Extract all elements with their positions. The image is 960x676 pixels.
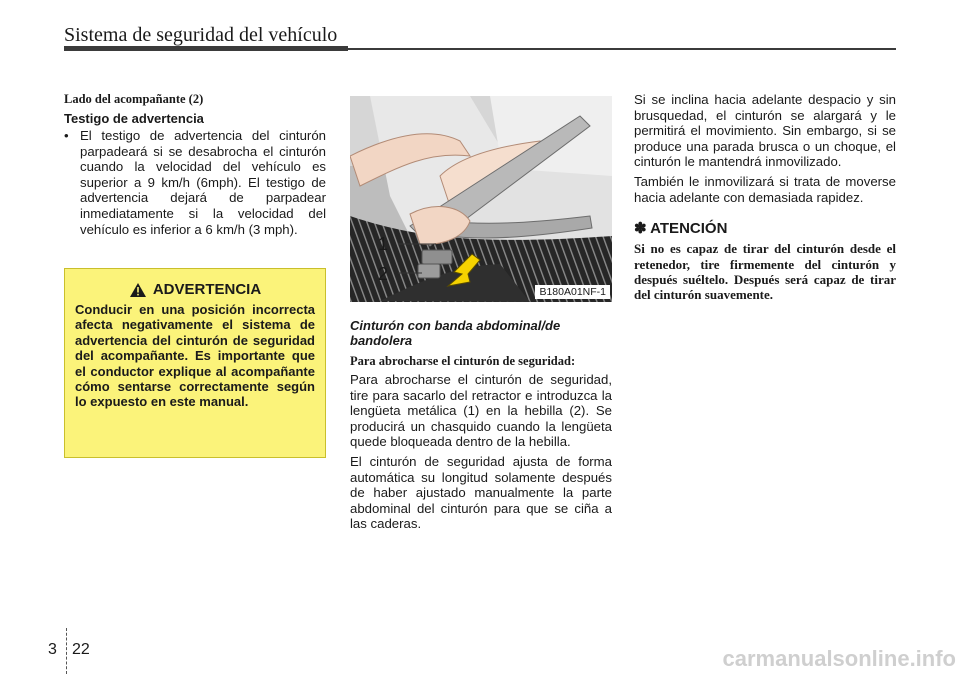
bullet-item [64,128,326,237]
figure-label-1: 1 [378,234,389,254]
figure-label-2: 2 [378,264,389,284]
header-bar [64,46,348,51]
warning-triangle-icon [129,282,147,298]
caution-text: Si no es capaz de tirar del cinturón desde el retenedor, tire firmemente del cinturón y después suéltelo. Después será capaz de tirar del cinturón suavemente. [634,241,896,303]
section-title: Lado del acompañante (2) [64,92,204,106]
page-number: 22 [72,641,90,658]
paragraph: Para abrocharse el cinturón de seguridad, tire para sacarlo del retractor e introduzca la lengüeta metálica (1) en la hebilla (2). Se producirá un chasquido cuando la lengüeta quede bloqueada dentro de la hebilla. [350,372,612,450]
caution-title: ✽ ATENCIÓN [634,220,728,238]
bullet-text: El testigo de advertencia del cinturón parpadeará si se desabrocha el cinturón cuando la velocidad del vehículo es superior a 9 km/h (6mph). El testigo de advertencia dejará de parpadear inmediatamente si la velocidad del vehículo es inferior a 6 km/h (3 mph). [80,128,326,237]
warning-heading [75,281,315,298]
subheading: Testigo de advertencia [64,111,204,126]
seatbelt-figure [350,96,612,302]
figure-code: B180A01NF-1 [535,285,610,299]
column-middle [350,306,612,536]
warning-text: Conducir en una posición incorrecta afecta negativamente el sistema de advertencia del cinturón de seguridad del acompañante. Es importante que el conductor explique al acompañante cómo sentarse correctamente según lo expuesto en este manual. [75,302,315,410]
paragraph: También le inmovilizará si trata de moverse hacia adelante con demasiada rapidez. [634,173,896,205]
header-rule [348,48,896,50]
figure-caption: Cinturón con banda abdominal/de bandolera [350,318,561,348]
warning-box [64,268,326,458]
column-left [64,92,326,237]
watermark: carmanualsonline.info [722,646,956,671]
page-header-title: Sistema de seguridad del vehículo [64,24,338,46]
footer-divider [66,628,67,674]
section-number: 3 [48,641,57,658]
column-right [634,92,896,303]
bullet-dot: • [64,128,69,143]
paragraph: Si se inclina hacia adelante despacio y sin brusquedad, el cinturón se alargará y le permitirá el movimiento. Sin embargo, si se produce una parada brusca o un choque, el cinturón le mantendrá inmovilizado. [634,92,896,170]
subheading: Para abrocharse el cinturón de seguridad: [350,354,576,368]
warning-title: ADVERTENCIA [152,281,262,298]
paragraph: El cinturón de seguridad ajusta de forma automática su longitud solamente después de haber ajustado manualmente la parte abdominal del cinturón para que se ciña a las caderas. [350,453,612,532]
seatbelt-illustration [350,96,612,302]
